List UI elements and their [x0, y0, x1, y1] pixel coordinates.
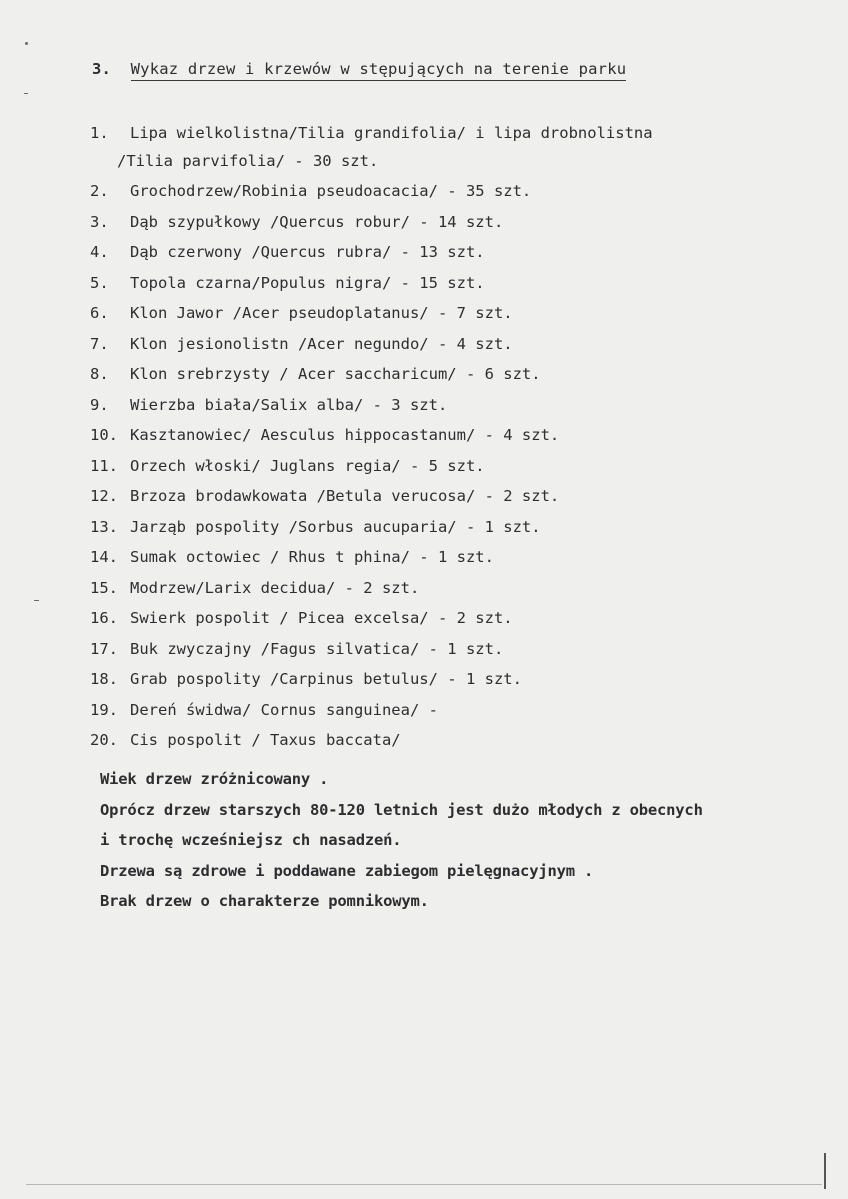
- list-item: [90, 664, 653, 695]
- item-number: 13.: [90, 517, 118, 536]
- margin-mark: [24, 93, 28, 94]
- list-item: [90, 725, 653, 756]
- item-text: Buk zwyczajny /Fagus silvatica/ - 1 szt.: [130, 639, 504, 658]
- list-item: [90, 329, 653, 360]
- margin-mark: [25, 42, 28, 45]
- item-text-continued: /Tilia parvifolia/ - 30 szt.: [117, 151, 379, 170]
- note-line: Oprócz drzew starszych 80-120 letnich jest dużo młodych z obecnych: [100, 800, 703, 819]
- list-item: [90, 695, 653, 726]
- item-text: Grochodrzew/Robinia pseudoacacia/ - 35 szt.: [130, 182, 532, 200]
- item-text: Jarząb pospolity /Sorbus aucuparia/ - 1 szt.: [130, 517, 541, 536]
- list-item: [90, 542, 653, 573]
- item-number: 18.: [90, 670, 118, 688]
- item-text: Modrzew/Larix decidua/ - 2 szt.: [130, 578, 420, 597]
- section-title: Wykaz drzew i krzewów w stępujących na terenie parku: [131, 60, 627, 81]
- item-text: Brzoza brodawkowata /Betula verucosa/ - 2 szt.: [130, 487, 560, 505]
- note-line: Brak drzew o charakterze pomnikowym.: [100, 892, 429, 910]
- item-text: Grab pospolity /Carpinus betulus/ - 1 szt.: [130, 670, 522, 688]
- list-item: [90, 481, 653, 512]
- list-item: [90, 420, 653, 451]
- note-line: Drzewa są zdrowe i poddawane zabiegom pielęgnacyjnym .: [100, 861, 594, 880]
- item-text: Klon Jawor /Acer pseudoplatanus/ - 7 szt.: [130, 304, 513, 322]
- notes-block: [100, 764, 703, 917]
- item-text: Dąb szypułkowy /Quercus robur/ - 14 szt.: [130, 212, 504, 231]
- list-item: [90, 390, 653, 421]
- note-line: i trochę wcześniejsz ch nasadzeń.: [100, 831, 402, 849]
- item-text: Dereń świdwa/ Cornus sanguinea/ -: [130, 700, 438, 719]
- item-number: 15.: [90, 578, 118, 597]
- item-text: Swierk pospolit / Picea excelsa/ - 2 szt.: [130, 609, 513, 627]
- item-text: Orzech włoski/ Juglans regia/ - 5 szt.: [130, 456, 485, 475]
- item-text: Sumak octowiec / Rhus t phina/ - 1 szt.: [130, 548, 494, 566]
- item-number: 5.: [90, 273, 109, 292]
- tree-list: [90, 118, 653, 756]
- item-number: 10.: [90, 426, 118, 444]
- list-item: [90, 207, 653, 238]
- list-item: [90, 237, 653, 268]
- item-number: 12.: [90, 487, 118, 505]
- list-item: [90, 603, 653, 634]
- item-number: 6.: [90, 304, 109, 322]
- item-number: 2.: [90, 182, 109, 200]
- list-item: [90, 298, 653, 329]
- item-number: 20.: [90, 731, 118, 749]
- list-item: [90, 118, 653, 176]
- item-number: 7.: [90, 334, 109, 353]
- list-item: [90, 359, 653, 390]
- item-number: 17.: [90, 639, 118, 658]
- item-number: 8.: [90, 365, 109, 383]
- item-text: Lipa wielkolistna/Tilia grandifolia/ i lipa drobnolistna: [130, 124, 653, 142]
- item-number: 11.: [90, 456, 118, 475]
- item-number: 14.: [90, 548, 118, 566]
- section-number: 3.: [92, 60, 112, 78]
- list-item: [90, 268, 653, 299]
- item-text: Klon srebrzysty / Acer saccharicum/ - 6 szt.: [130, 365, 541, 383]
- item-text: Kasztanowiec/ Aesculus hippocastanum/ - 4 szt.: [130, 426, 560, 444]
- item-number: 4.: [90, 243, 109, 261]
- item-text: Wierzba biała/Salix alba/ - 3 szt.: [130, 395, 448, 414]
- list-item: [90, 634, 653, 665]
- item-text: Cis pospolit / Taxus baccata/: [130, 731, 401, 749]
- item-text: Dąb czerwony /Quercus rubra/ - 13 szt.: [130, 243, 485, 261]
- item-number: 9.: [90, 395, 109, 414]
- list-item: [90, 573, 653, 604]
- item-text: Klon jesionolistn /Acer negundo/ - 4 szt.: [130, 334, 513, 353]
- item-number: 19.: [90, 700, 118, 719]
- item-number: 3.: [90, 212, 109, 231]
- page-corner-mark: [824, 1153, 826, 1189]
- list-item: [90, 512, 653, 543]
- item-text: Topola czarna/Populus nigra/ - 15 szt.: [130, 273, 485, 292]
- list-item: [90, 176, 653, 207]
- item-number: 1.: [90, 124, 109, 142]
- section-heading: [92, 60, 626, 78]
- list-item: [90, 451, 653, 482]
- page-bottom-edge: [26, 1184, 822, 1185]
- item-number: 16.: [90, 609, 118, 627]
- note-line: Wiek drzew zróżnicowany .: [100, 770, 329, 788]
- margin-mark: [34, 600, 39, 601]
